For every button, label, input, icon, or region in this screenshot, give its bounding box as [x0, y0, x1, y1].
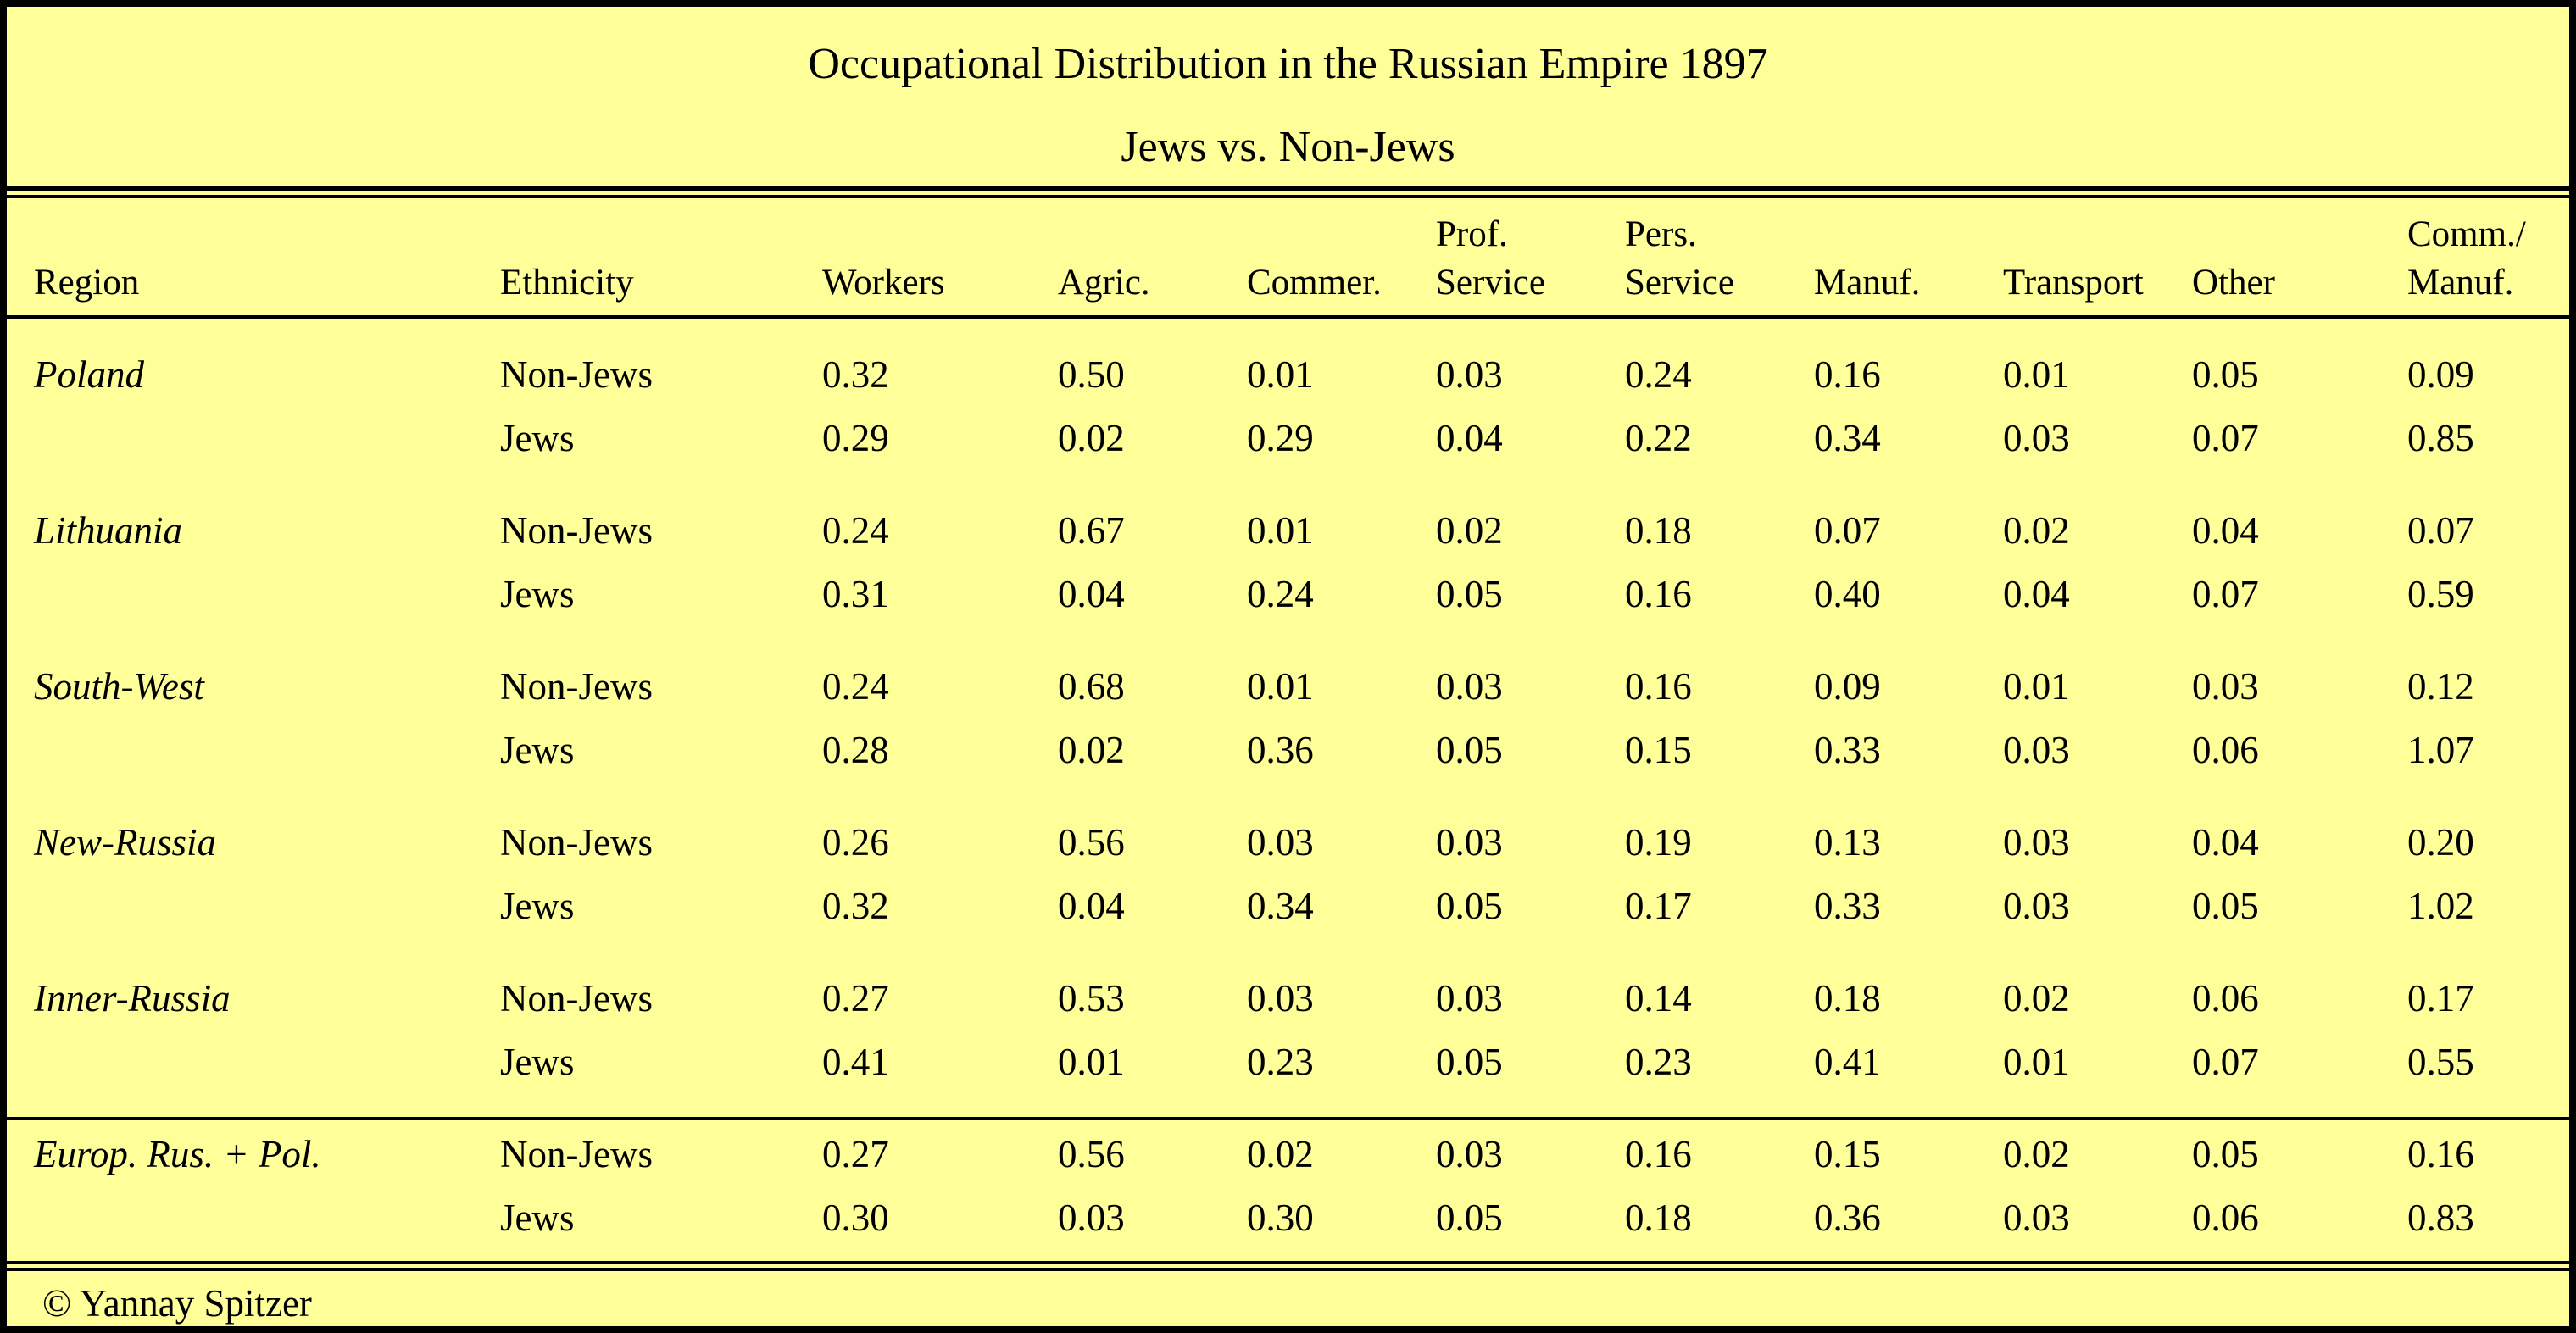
- value-cell: 0.16: [1625, 665, 1692, 708]
- column-header-line: Agric.: [1058, 263, 1150, 303]
- footer-rule-bottom: [7, 1268, 2569, 1271]
- value-cell: 0.68: [1058, 665, 1125, 708]
- column-header-line: Manuf.: [2407, 263, 2514, 303]
- title-rule-top: [7, 186, 2569, 191]
- column-header-line: Transport: [2003, 263, 2144, 303]
- value-cell: 0.03: [1436, 977, 1503, 1019]
- ethnicity-label: Non-Jews: [500, 977, 653, 1019]
- value-cell: 0.05: [1436, 1041, 1503, 1083]
- value-cell: 0.04: [2192, 509, 2259, 552]
- region-label: New-Russia: [34, 821, 217, 864]
- value-cell: 0.33: [1814, 885, 1881, 927]
- value-cell: 0.34: [1814, 417, 1881, 459]
- value-cell: 0.02: [2003, 509, 2070, 552]
- column-header-workers: [822, 258, 945, 307]
- footer-rule-top: [7, 1261, 2569, 1264]
- value-cell: 0.15: [1625, 729, 1692, 771]
- value-cell: 0.30: [822, 1197, 889, 1239]
- value-cell: 0.27: [822, 1133, 889, 1175]
- value-cell: 0.24: [1247, 573, 1314, 615]
- value-cell: 0.06: [2192, 1197, 2259, 1239]
- column-header-line: Prof.: [1436, 214, 1508, 254]
- value-cell: 0.03: [2003, 1197, 2070, 1239]
- value-cell: 0.05: [1436, 885, 1503, 927]
- value-cell: 0.24: [822, 665, 889, 708]
- region-label: Europ. Rus. + Pol.: [34, 1133, 321, 1175]
- value-cell: 1.07: [2407, 729, 2474, 771]
- value-cell: 0.40: [1814, 573, 1881, 615]
- value-cell: 0.34: [1247, 885, 1314, 927]
- region-label: Lithuania: [34, 509, 183, 552]
- value-cell: 0.03: [1436, 665, 1503, 708]
- column-header-line: Service: [1625, 263, 1734, 303]
- column-header-line: Comm./: [2407, 214, 2526, 254]
- ethnicity-label: Jews: [500, 417, 575, 459]
- value-cell: 0.03: [1058, 1197, 1125, 1239]
- value-cell: 0.04: [2192, 821, 2259, 864]
- value-cell: 0.01: [1247, 665, 1314, 708]
- value-cell: 0.01: [2003, 1041, 2070, 1083]
- value-cell: 0.50: [1058, 353, 1125, 396]
- value-cell: 0.59: [2407, 573, 2474, 615]
- value-cell: 0.17: [1625, 885, 1692, 927]
- value-cell: 0.01: [1247, 353, 1314, 396]
- column-header-line: Pers.: [1625, 214, 1697, 254]
- value-cell: 0.18: [1625, 1197, 1692, 1239]
- ethnicity-label: Jews: [500, 1197, 575, 1239]
- ethnicity-label: Non-Jews: [500, 509, 653, 552]
- column-header-line: Ethnicity: [500, 263, 634, 303]
- value-cell: 0.55: [2407, 1041, 2474, 1083]
- value-cell: 0.15: [1814, 1133, 1881, 1175]
- value-cell: 0.29: [822, 417, 889, 459]
- value-cell: 0.03: [1247, 821, 1314, 864]
- value-cell: 0.07: [1814, 509, 1881, 552]
- value-cell: 0.02: [1058, 417, 1125, 459]
- header-rule: [7, 315, 2569, 319]
- value-cell: 0.06: [2192, 977, 2259, 1019]
- column-header-prof-service: [1436, 210, 1545, 307]
- value-cell: 0.04: [1058, 885, 1125, 927]
- value-cell: 0.09: [1814, 665, 1881, 708]
- value-cell: 0.05: [2192, 1133, 2259, 1175]
- value-cell: 0.32: [822, 885, 889, 927]
- ethnicity-label: Jews: [500, 573, 575, 615]
- summary-rule: [7, 1117, 2569, 1120]
- value-cell: 0.03: [1247, 977, 1314, 1019]
- value-cell: 0.03: [2003, 417, 2070, 459]
- value-cell: 0.16: [1625, 573, 1692, 615]
- value-cell: 0.24: [1625, 353, 1692, 396]
- value-cell: 0.05: [2192, 885, 2259, 927]
- region-label: Inner-Russia: [34, 977, 231, 1019]
- value-cell: 0.41: [822, 1041, 889, 1083]
- value-cell: 0.23: [1625, 1041, 1692, 1083]
- column-header-line: Manuf.: [1814, 263, 1921, 303]
- ethnicity-label: Jews: [500, 885, 575, 927]
- value-cell: 0.03: [1436, 821, 1503, 864]
- value-cell: 0.03: [1436, 1133, 1503, 1175]
- copyright-footer: © Yannay Spitzer: [42, 1282, 312, 1325]
- value-cell: 0.09: [2407, 353, 2474, 396]
- column-header-line: Commer.: [1247, 263, 1382, 303]
- value-cell: 0.05: [1436, 1197, 1503, 1239]
- value-cell: 0.19: [1625, 821, 1692, 864]
- value-cell: 0.36: [1814, 1197, 1881, 1239]
- value-cell: 0.16: [1814, 353, 1881, 396]
- value-cell: 0.29: [1247, 417, 1314, 459]
- column-header-transport: [2003, 258, 2144, 307]
- value-cell: 0.14: [1625, 977, 1692, 1019]
- ethnicity-label: Non-Jews: [500, 665, 653, 708]
- value-cell: 0.01: [1058, 1041, 1125, 1083]
- value-cell: 0.85: [2407, 417, 2474, 459]
- value-cell: 0.02: [1436, 509, 1503, 552]
- ethnicity-label: Jews: [500, 1041, 575, 1083]
- value-cell: 0.03: [1436, 353, 1503, 396]
- value-cell: 0.07: [2192, 417, 2259, 459]
- value-cell: 0.56: [1058, 821, 1125, 864]
- column-header-pers-service: [1625, 210, 1734, 307]
- value-cell: 0.83: [2407, 1197, 2474, 1239]
- ethnicity-label: Non-Jews: [500, 821, 653, 864]
- value-cell: 0.04: [1058, 573, 1125, 615]
- region-label: Poland: [34, 353, 144, 396]
- value-cell: 0.33: [1814, 729, 1881, 771]
- value-cell: 0.16: [2407, 1133, 2474, 1175]
- column-header-commer: [1247, 258, 1382, 307]
- ethnicity-label: Non-Jews: [500, 353, 653, 396]
- value-cell: 0.02: [2003, 977, 2070, 1019]
- value-cell: 0.06: [2192, 729, 2259, 771]
- table-subtitle: Jews vs. Non-Jews: [1121, 123, 1455, 171]
- value-cell: 0.05: [1436, 573, 1503, 615]
- value-cell: 0.20: [2407, 821, 2474, 864]
- value-cell: 0.56: [1058, 1133, 1125, 1175]
- value-cell: 0.04: [1436, 417, 1503, 459]
- value-cell: 0.23: [1247, 1041, 1314, 1083]
- column-header-ethnicity: [500, 258, 634, 307]
- value-cell: 0.17: [2407, 977, 2474, 1019]
- value-cell: 0.12: [2407, 665, 2474, 708]
- value-cell: 0.13: [1814, 821, 1881, 864]
- value-cell: 0.18: [1625, 509, 1692, 552]
- column-header-region: [34, 258, 139, 307]
- value-cell: 1.02: [2407, 885, 2474, 927]
- column-header-line: Workers: [822, 263, 945, 303]
- title-rule-bottom: [7, 195, 2569, 198]
- value-cell: 0.30: [1247, 1197, 1314, 1239]
- value-cell: 0.01: [2003, 665, 2070, 708]
- value-cell: 0.04: [2003, 573, 2070, 615]
- value-cell: 0.05: [2192, 353, 2259, 396]
- column-header-agric: [1058, 258, 1150, 307]
- column-header-other: [2192, 258, 2275, 307]
- value-cell: 0.01: [2003, 353, 2070, 396]
- value-cell: 0.32: [822, 353, 889, 396]
- value-cell: 0.02: [1247, 1133, 1314, 1175]
- value-cell: 0.05: [1436, 729, 1503, 771]
- value-cell: 0.16: [1625, 1133, 1692, 1175]
- value-cell: 0.36: [1247, 729, 1314, 771]
- value-cell: 0.41: [1814, 1041, 1881, 1083]
- value-cell: 0.03: [2003, 729, 2070, 771]
- column-header-line: Service: [1436, 263, 1545, 303]
- value-cell: 0.03: [2192, 665, 2259, 708]
- value-cell: 0.24: [822, 509, 889, 552]
- ethnicity-label: Non-Jews: [500, 1133, 653, 1175]
- value-cell: 0.31: [822, 573, 889, 615]
- value-cell: 0.07: [2192, 573, 2259, 615]
- value-cell: 0.01: [1247, 509, 1314, 552]
- column-header-line: Region: [34, 263, 140, 303]
- column-header-comm-manuf: [2407, 210, 2526, 307]
- value-cell: 0.28: [822, 729, 889, 771]
- value-cell: 0.03: [2003, 821, 2070, 864]
- ethnicity-label: Jews: [500, 729, 575, 771]
- value-cell: 0.26: [822, 821, 889, 864]
- value-cell: 0.02: [2003, 1133, 2070, 1175]
- value-cell: 0.27: [822, 977, 889, 1019]
- value-cell: 0.07: [2407, 509, 2474, 552]
- column-header-manuf: [1814, 258, 1920, 307]
- region-label: South-West: [34, 665, 204, 708]
- value-cell: 0.67: [1058, 509, 1125, 552]
- value-cell: 0.53: [1058, 977, 1125, 1019]
- column-header-line: Other: [2192, 263, 2275, 303]
- value-cell: 0.02: [1058, 729, 1125, 771]
- value-cell: 0.18: [1814, 977, 1881, 1019]
- value-cell: 0.03: [2003, 885, 2070, 927]
- table-title: Occupational Distribution in the Russian Empire 1897: [808, 40, 1768, 88]
- value-cell: 0.22: [1625, 417, 1692, 459]
- value-cell: 0.07: [2192, 1041, 2259, 1083]
